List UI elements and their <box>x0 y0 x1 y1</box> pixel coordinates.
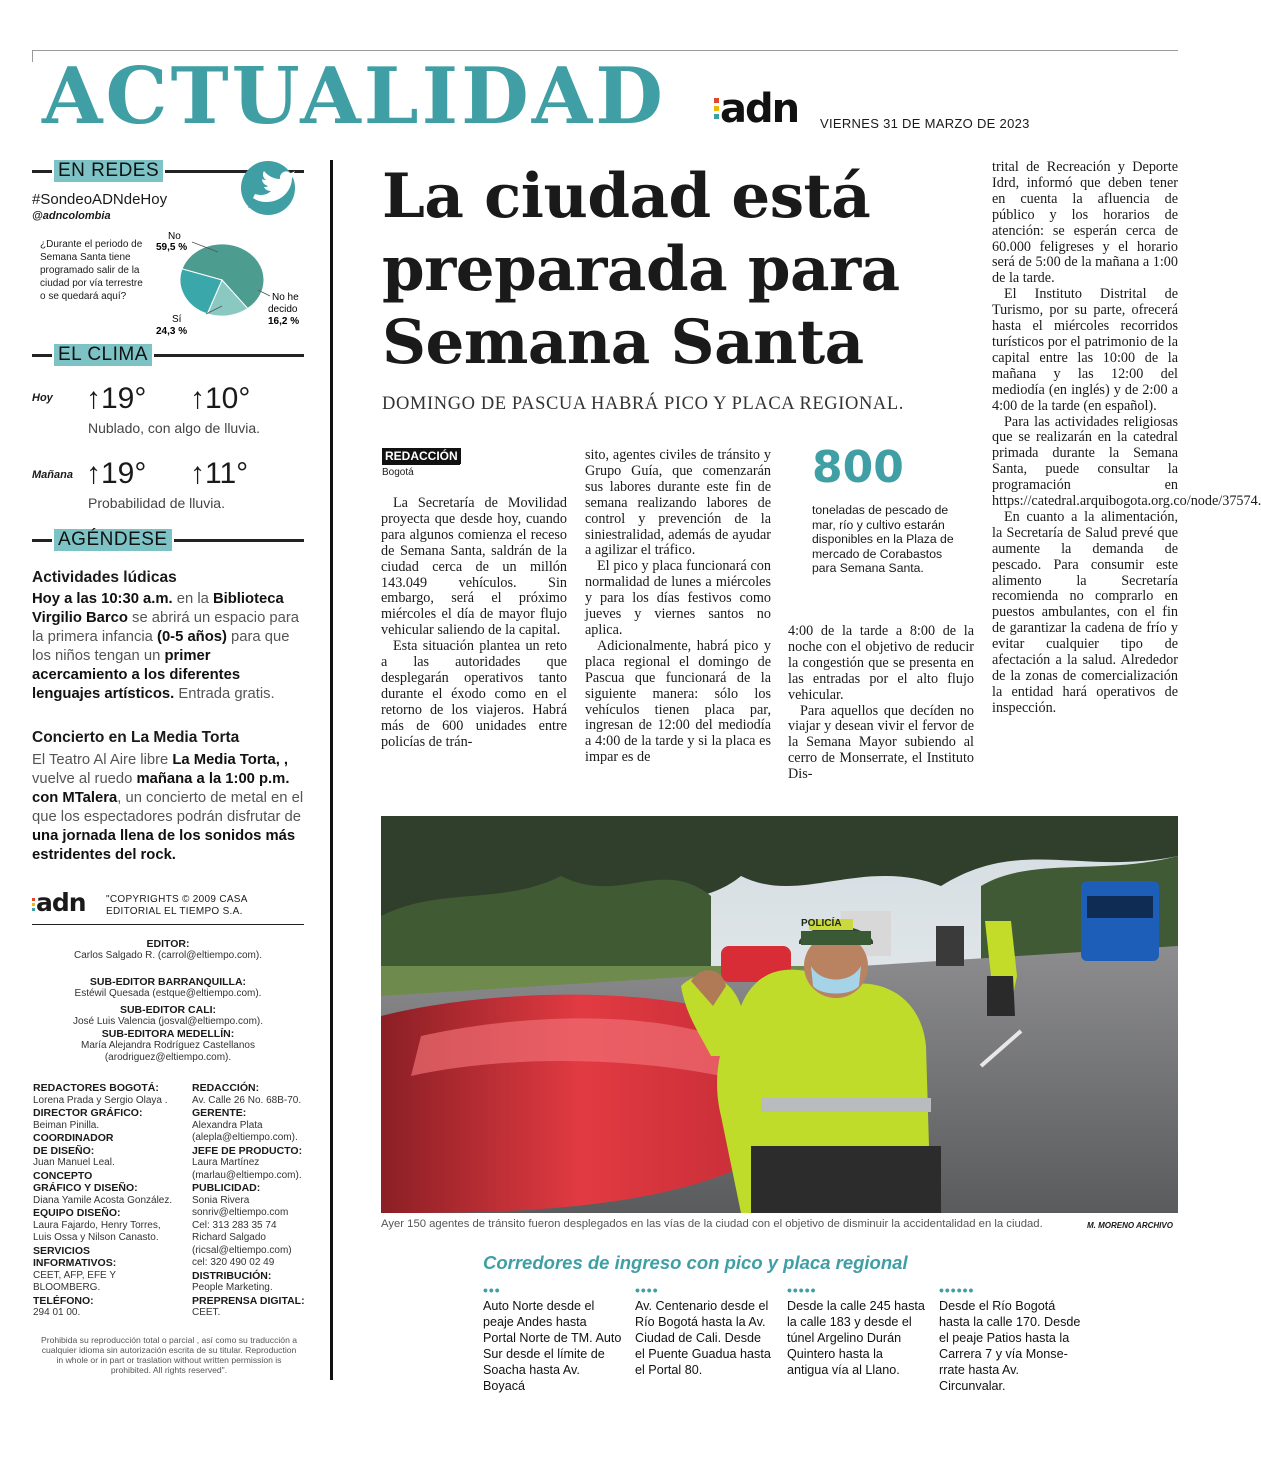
police-patch: POLICÍA <box>801 918 842 929</box>
article-headline: La ciudad está preparada para Semana Santa <box>382 161 900 378</box>
event-description: El Teatro Al Aire libre La Media Torta, , vuelve al ruedo mañana a la 1:00 p.m. con MTalera, un concierto de metal en el que los espectadores podrán disfrutar de una jornada llena de los sonidos más estridentes del rock. <box>32 752 304 863</box>
article-column-1: La Secretaría de Movilidad proyecta que desde hoy, cuando para algunos comienza el receso de Semana Santa, saldrán de la ciudad cerca de un millón 143.049 vehículos. Sin embargo, será el próximo miércoles el día de mayor flujo vehicular saliendo de la capital. Esta situación plantea un reto a las autoridades que desplegarán operativos tanto durante el éxodo como en el retorno de los viajeros. Habrá más de 600 unidades entre policías de trán- <box>381 495 567 750</box>
byline: REDACCIÓN <box>382 448 461 464</box>
en-redes-header: EN REDES <box>32 160 304 182</box>
pie-label-nhd-2: decido <box>268 304 298 315</box>
event-title: Actividades lúdicas <box>32 569 177 586</box>
weather-today-label: Hoy <box>32 392 53 404</box>
corridor-item: ••• Auto Norte desde el peaje Andes hasta Portal Norte de TM. Auto Sur desde el límite de Soacha hasta Av. Boyacá <box>483 1282 622 1393</box>
arrow-up-icon: ↑ <box>86 457 101 490</box>
weather-tomorrow-desc: Probabilidad de lluvia. <box>88 495 225 511</box>
agenda-header: AGÉNDESE <box>32 529 304 551</box>
credits-right: REDACCIÓN: Av. Calle 26 No. 68B-70. GERENTE: Alexandra Plata (alepla@eltiempo.com). JEFE DE PRODUCTO: Laura Martínez (marlau@eltiempo.com). PUBLICIDAD: Sonia Rivera sonriv@eltiempo.com Cel: 313 283 35 74 Richard Salgado (ricsal@eltiempo.com) cel: 320 490 02 49 DISTRIBUCIÓN: People Marketing. PREPRENSA DIGITAL: CEET. <box>192 1082 305 1318</box>
weather-tomorrow-label: Mañana <box>32 469 73 481</box>
byline-location: Bogotá <box>382 464 460 478</box>
weather-today-desc: Nublado, con algo de lluvia. <box>88 420 261 436</box>
article-column-3: 4:00 de la tarde a 8:00 de la noche con el objetivo de reducir la congestión que se presenta en las entradas por el alto flujo vehicular. Para aquellos que decíden no viajar y desean vivir el fervor de la Semana Mayor subiendo al cerro de Monserrate, el Instituto Dis- <box>788 623 974 783</box>
photo-credit: M. MORENO ARCHIVO <box>1087 1221 1173 1230</box>
twitter-handle[interactable]: @adncolombia <box>32 210 111 222</box>
pie-value-si: 24,3 % <box>156 326 188 337</box>
credits-top: EDITOR: Carlos Salgado R. (carrol@eltiempo.com). SUB-EDITOR BARRANQUILLA: Estéwil Quesada (estque@eltiempo.com). SUB-EDITOR CALI: José Luis Valencia (josval@eltiempo.com). SUB-EDITORA MEDELLÍN: María Alejandra Rodríguez Castellanos (arodriguez@eltiempo.com). <box>72 938 264 1063</box>
weather-today-min: ↑10° <box>190 382 251 415</box>
event-title: Concierto en La Media Torta <box>32 729 240 746</box>
pie-value-nhd: 16,2 % <box>268 316 300 327</box>
hashtag[interactable]: #SondeoADNdeHoy <box>32 191 168 208</box>
arrow-up-icon: ↑ <box>86 382 101 415</box>
weather-today-max: ↑19° <box>86 382 147 415</box>
header-rule-tick <box>32 50 33 62</box>
pie-label-si: Sí <box>172 314 182 325</box>
weather-tomorrow-max: ↑19° <box>86 457 147 490</box>
arrow-up-icon: ↑ <box>190 382 205 415</box>
poll-question: ¿Durante el periodo de Semana Santa tiene programado salir de la ciudad por vía terrestre o se quedará aquí? <box>40 239 143 302</box>
factbox-text: toneladas de pescado de mar, río y cultivo estarán disponibles en la Plaza de mercado de Corabastos para Semana Santa. <box>812 503 954 575</box>
article-column-4: trital de Recreación y Deporte Idrd, informó que deben tener en cuenta la afluencia de público y los horarios de atención: se esperán cerca de 60.000 feligreses y el horario será de 5:00 de la mañana a 1:00 de la tarde. El Instituto Distrital de Turismo, por su parte, ofrecerá hasta el miércoles recorridos turísticos por el patrimonio de la capital entre las 10:00 de la mañana y las 12:00 del mediodía (en inglés) y de 2:00 a 4:00 de la tarde (en español). Para las actividades religiosas que se realizarán en la catedral primada durante la Semana Santa, puede consultar la programación en https://catedral.arquibogota.org.co/node/37574. En cuanto a la alimentación, la Secretaría de Salud prevé que aumente la demanda de pescado. Para consumir este alimento la Secretaría recomienda no comprarlo en puestos ambulantes, con el fin de garantizar la cadena de frío y evitar cualquier tipo de afectación a la salud. Alrededor de la zonas de comercialización la entidad hará operativos de inspección. <box>992 159 1261 716</box>
article-column-2: sito, agentes civiles de tránsito y Grupo Guía, que comenzarán sus labores durante este fin de semana realizando labores de control y prevención de la siniestralidad, además de ayudar a agilizar el tráfico. El pico y placa funcionará con normalidad de lunes a miércoles y para los días festivos como jueves y viernes santos no aplica. Adicionalmente, habrá pico y placa regional el domingo de Pascua que funcionará de la siguiente manera: sólo los vehículos tienen placa par, ingresan de 12:00 del mediodía a 4:00 de la tarde y si la placa es impar es de <box>585 447 771 766</box>
credits-left: REDACTORES BOGOTÁ: Lorena Prada y Sergio Olaya . DIRECTOR GRÁFICO: Beiman Pinilla. COORDINADOR DE DISEÑO: Juan Manuel Leal. CONCEPTO GRÁFICO Y DISEÑO: Diana Yamile Acosta González. EQUIPO DISEÑO: Laura Fajardo, Henry Torres, Luis Ossa y Nilson Canasto. SERVICIOS INFORMATIVOS: CEET, AFP, EFE Y BLOOMBERG. TELÉFONO: 294 01 00. <box>33 1082 173 1318</box>
pie-label-no: No <box>168 231 181 242</box>
twitter-bird-icon <box>240 160 298 218</box>
corridor-dots: ••• <box>483 1282 501 1298</box>
weather-tomorrow-min: ↑11° <box>190 457 249 490</box>
poll-pie-chart <box>150 228 310 340</box>
pie-value-no: 59,5 % <box>156 242 188 253</box>
arrow-up-icon: ↑ <box>190 457 205 490</box>
photo-caption: Ayer 150 agentes de tránsito fueron desplegados en las vías de la ciudad con el objetivo de disminuir la accidentalidad en la ciudad. <box>381 1218 1043 1230</box>
corridor-dots: ••••• <box>787 1282 817 1298</box>
issue-date: VIERNES 31 DE MARZO DE 2023 <box>820 116 1030 131</box>
corridor-dots: •••• <box>635 1282 659 1298</box>
event-description: Hoy a las 10:30 a.m. en la Biblioteca Virgilio Barco se abrirá un espacio para la primera infancia (0-5 años) para que los niños tengan un primer acercamiento a los diferentes lenguajes artísticos. Entrada gratis. <box>32 591 300 702</box>
clima-header: EL CLIMA <box>32 344 304 366</box>
corridor-item: ••••• Desde la calle 245 hasta la calle 183 y desde el túnel Argelino Durán Quintero hasta la antigua vía al Llano. <box>787 1282 925 1377</box>
legal-disclaimer: Prohibida su reproducción total o parcial , así como su traducción a cualquier idioma sin autorización escrita de su titular. Reproduction in whole or in part or traslation without written permission is prohibited. All rights reserved". <box>40 1335 298 1375</box>
corridor-item: •••• Av. Centenario desde el Río Bogotá hasta la Av. Ciudad de Cali. Desde el Puente Guadua hasta el Portal 80. <box>635 1285 773 1378</box>
section-title: ACTUALIDAD <box>42 51 666 142</box>
pie-label-nhd-1: No he <box>272 292 299 303</box>
factbox-number: 800 <box>812 442 904 493</box>
column-divider <box>330 160 333 1380</box>
article-subhead: DOMINGO DE PASCUA HABRÁ PICO Y PLACA REGIONAL. <box>382 394 905 414</box>
copyright: "COPYRIGHTS © 2009 CASA EDITORIAL EL TIEMPO S.A. <box>106 894 248 917</box>
corridor-item: •••••• Desde el Río Bogotá hasta la calle 170. Desde el peaje Patios hasta la Carrera 7 y vía Monse- rrate hasta Av. Circunvalar. <box>939 1285 1084 1394</box>
article-photo <box>381 816 1178 1213</box>
corridors-title: Corredores de ingreso con pico y placa regional <box>483 1252 908 1273</box>
corridor-dots: •••••• <box>939 1282 975 1298</box>
credits-rule <box>32 924 304 925</box>
